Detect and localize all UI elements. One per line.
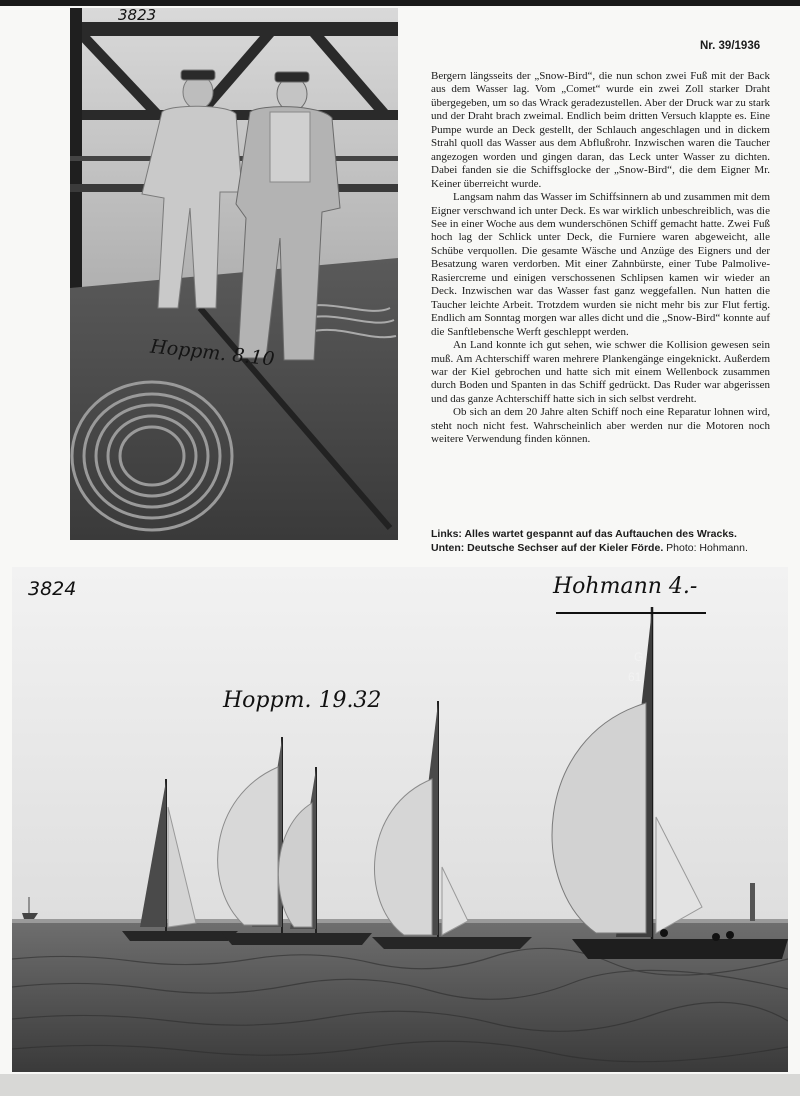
sail-number-digits: 61 — [628, 670, 642, 684]
photo-men-at-rail-image — [70, 8, 398, 540]
photo-men-at-rail — [70, 8, 398, 540]
handwritten-signature-hohmann: Hohmann 4.- — [553, 574, 698, 599]
article-paragraph: An Land konnte ich gut sehen, wie schwer die Kollision gewesen sein muß. Am Achterschiff waren mehrere Plankengänge eingeknickt. Außerdem war der Kiel gebrochen und hatte sich mit einem Wellenbock zusammen durch Boden und Spanten in das Schiff gedrückt. Das Ruder war abgerissen und das ganze Achterschiff hatte sich in sich selbst verdreht. — [431, 339, 770, 405]
archive-number-top: 3823 — [118, 6, 157, 24]
caption-line-left: Links: Alles wartet gespannt auf das Auftauchen des Wracks. — [431, 528, 737, 540]
article-text — [431, 70, 770, 447]
article-paragraph: Ob sich an dem 20 Jahre alten Schiff noch eine Reparatur lohnen wird, steht noch nicht fest. Wahrscheinlich aber werden nur die Motoren noch weitere Verwendung finden können. — [431, 406, 770, 446]
handwritten-note-bottom-photo: Hoppm. 19.32 — [223, 688, 382, 713]
issue-number: Nr. 39/1936 — [700, 40, 761, 52]
photo-sailing-yachts — [12, 567, 788, 1072]
photo-sailing-yachts-image — [12, 567, 788, 1072]
caption-line-bottom — [431, 542, 776, 556]
page-bottom-edge — [0, 1074, 800, 1096]
archive-number-bottom: 3824 — [28, 578, 77, 600]
sail-number-letter: G — [634, 650, 644, 664]
photo-caption — [431, 528, 776, 555]
photo-credit: Photo: Hohmann. — [666, 541, 748, 554]
article-paragraph: Langsam nahm das Wasser im Schiffsinnern ab und zusammen mit dem Eigner verschwand ich unter Deck. Es war wirklich unbeschreiblich, was die See in einer Woche aus dem wunderschönen Schiff gemacht hatte. Zwei Fuß hoch lag der Schlick unter Deck, die Furniere waren abgeweicht, alle Schübe verquollen. Die gesamte Wäsche und Anzüge des Eigners und der Besatzung waren verdorben. Mit einer Zahnbürste, einer Tube Palmolive-Rasiercreme und einigen verschossenen Schlipsen kamen wir wieder an Deck. Inzwischen war das Wasser fast ganz weggefallen. Nun hatten die Taucher leichte Arbeit. Trotzdem wurden sie nicht mehr bis zur Flut fertig. Endlich am Sonntag morgen war alles dicht und die „Snow-Bird“ konnte auf die Sanftlebensche Werft geschleppt werden. — [431, 191, 770, 338]
handwritten-note-top-photo: Hoppm. 8.10 — [149, 335, 276, 371]
article-paragraph: Bergern längsseits der „Snow-Bird“, die nun schon zwei Fuß mit der Back aus dem Wasser lag. Vom „Comet“ wurde ein zwei Zoll starker Draht übergegeben, um so das Wrack geradezustellen. Aber der Druck war zu stark und der Draht brach zweimal. Endlich beim dritten Versuch klappte es. Eine Pumpe wurde an Deck gestellt, der Schlauch angeschlagen und in dickem Strahl quoll das Wasser aus dem Abflußrohr. Inzwischen waren die Taucher angezogen worden und gingen daran, das Leck unter Wasser zu dichten. Dabei fanden sie die Schiffsglocke der „Snow-Bird“, die dem Eigner Mr. Keiner überreicht wurde. — [431, 70, 770, 190]
signature-underline — [556, 612, 706, 614]
caption-line-bottom-text: Unten: Deutsche Sechser auf der Kieler Förde. — [431, 541, 664, 554]
